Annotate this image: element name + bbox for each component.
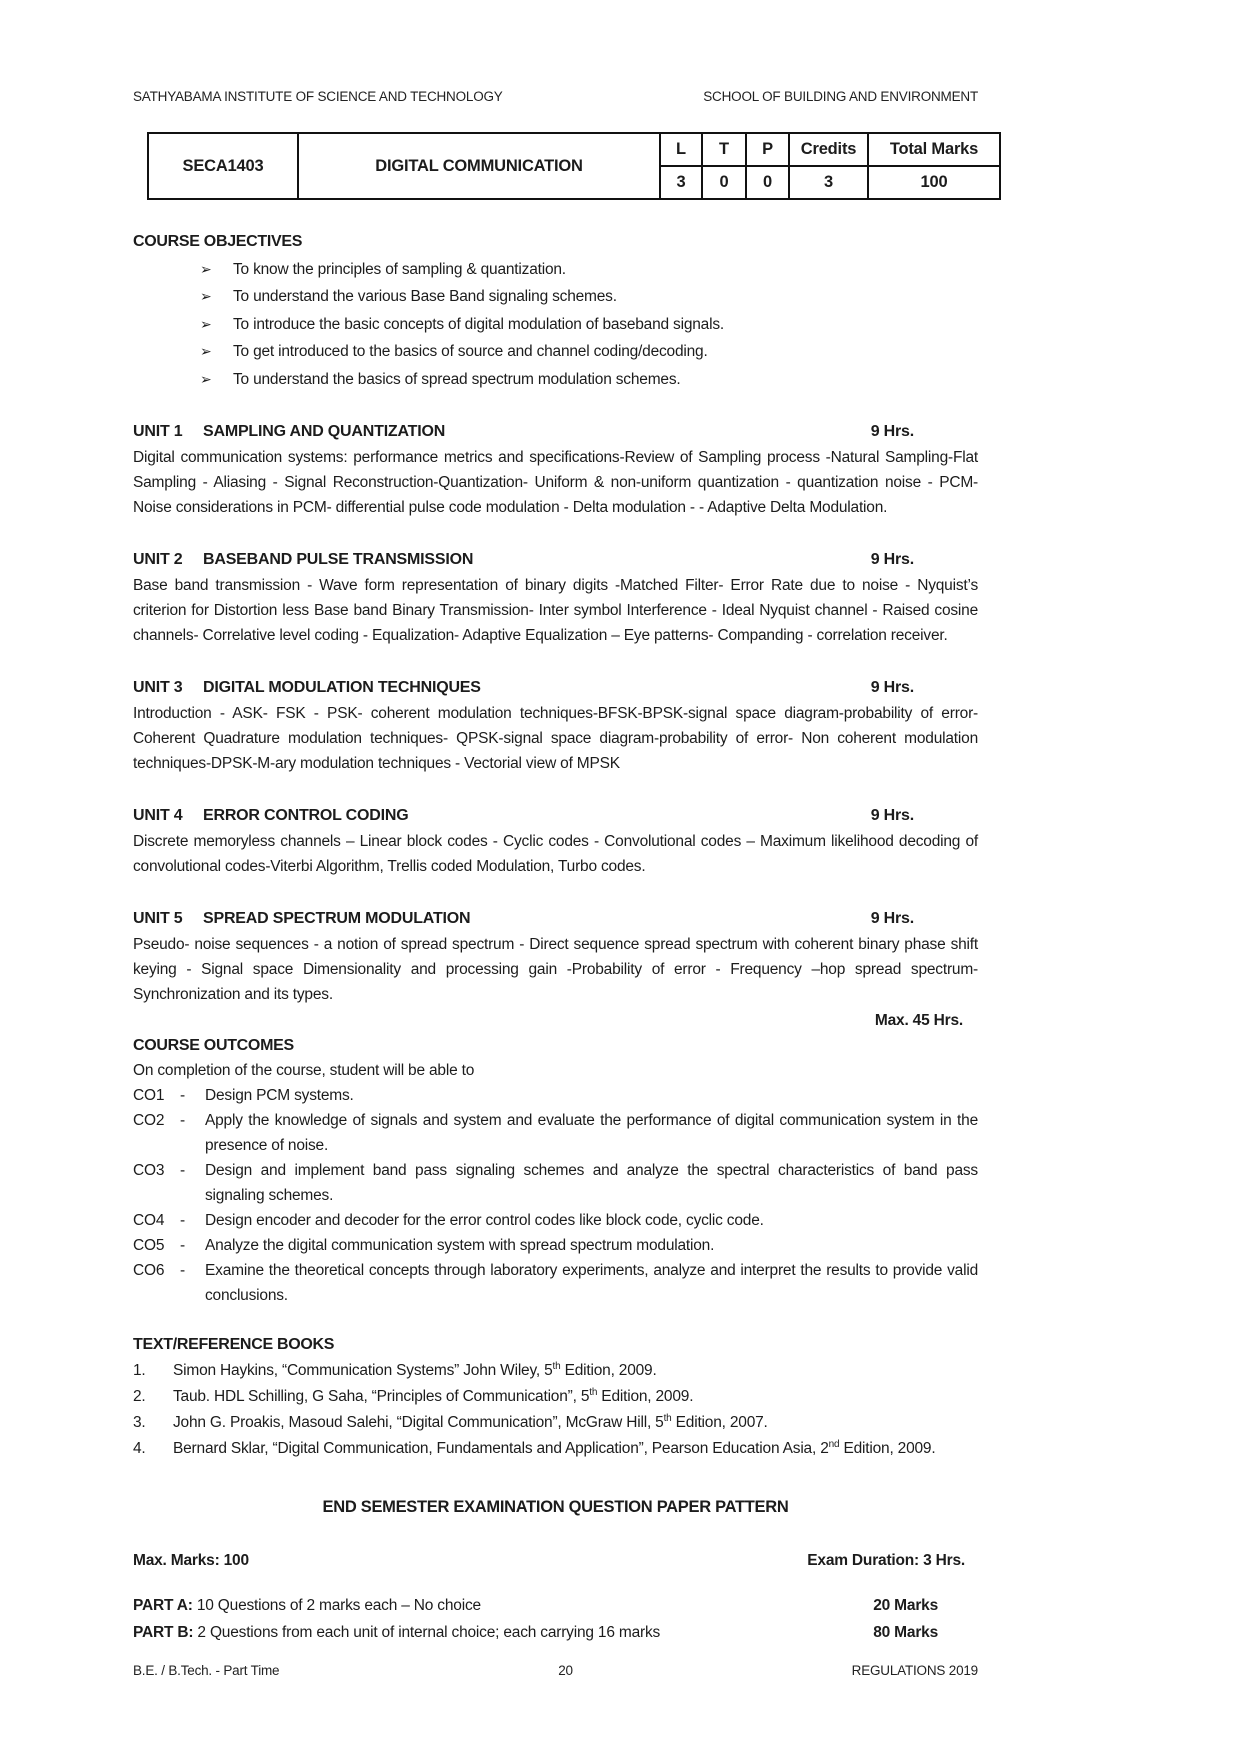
page-footer: [133, 1658, 978, 1683]
part-b-text: [133, 1620, 873, 1645]
book-text-post: Edition, 2009.: [597, 1387, 694, 1405]
outcome-code: CO6: [133, 1261, 165, 1279]
outcome-code: CO1: [133, 1086, 165, 1104]
value-t: 0: [702, 166, 746, 199]
arrow-bullet-icon: ➢: [200, 343, 212, 359]
exam-pattern-heading: END SEMESTER EXAMINATION QUESTION PAPER PATTERN: [322, 1497, 789, 1516]
objective-text: To understand the basics of spread spectrum modulation schemes.: [233, 370, 681, 388]
unit-heading: [133, 547, 978, 572]
part-a-label: PART A:: [133, 1596, 193, 1614]
outcome-dash: -: [180, 1086, 185, 1104]
unit-body: Introduction - ASK- FSK - PSK- coherent modulation techniques-BFSK-BPSK-signal space diagram-probability of error- Coherent Quadrature modulation techniques- QPSK-signal space diagram-probability of error- Non coherent modulation techniques-DPSK-M-ary modulation techniques - Vectorial view of MPSK: [133, 704, 978, 772]
book-item: [133, 1358, 978, 1383]
unit-hours: 9 Hrs.: [870, 909, 914, 927]
outcome-text: Design PCM systems.: [205, 1086, 354, 1104]
book-item: [133, 1384, 978, 1409]
outcome-code: CO3: [133, 1161, 165, 1179]
unit-hours: 9 Hrs.: [870, 550, 914, 568]
unit-title: SAMPLING AND QUANTIZATION: [203, 422, 446, 440]
unit-label: UNIT 3: [133, 678, 183, 696]
objective-item: [200, 312, 978, 337]
ordinal-superscript: nd: [828, 1438, 840, 1450]
column-header-p: P: [746, 133, 789, 166]
outcomes-intro: On completion of the course, student will be able to: [133, 1061, 475, 1079]
value-credits: 3: [789, 166, 868, 199]
part-b-desc: 2 Questions from each unit of internal choice; each carrying 16 marks: [193, 1623, 661, 1641]
course-outcomes-heading: COURSE OUTCOMES: [133, 1036, 294, 1054]
outcome-code: CO4: [133, 1211, 165, 1229]
outcome-code: CO2: [133, 1111, 165, 1129]
part-a-marks: 20 Marks: [873, 1596, 938, 1614]
table-header-row: [148, 133, 1000, 166]
objective-text: To understand the various Base Band signaling schemes.: [233, 288, 617, 305]
outcome-code: CO5: [133, 1236, 165, 1254]
unit-title: SPREAD SPECTRUM MODULATION: [203, 909, 471, 927]
column-header-total-marks: Total Marks: [868, 133, 1000, 166]
value-total-marks: 100: [868, 166, 1000, 199]
book-text: [173, 1358, 978, 1383]
arrow-bullet-icon: ➢: [200, 315, 212, 332]
outcome-item: [133, 1108, 978, 1158]
value-l: 3: [660, 166, 702, 199]
unit-heading: [133, 675, 978, 700]
book-text-post: Edition, 2007.: [671, 1413, 768, 1431]
outcome-text: Analyze the digital communication system with spread spectrum modulation.: [205, 1236, 715, 1254]
outcome-text: Design encoder and decoder for the error control codes like block code, cyclic code.: [205, 1211, 764, 1229]
unit-4-section: [133, 803, 978, 879]
book-number: 2.: [133, 1387, 146, 1405]
unit-heading: [133, 906, 978, 931]
books-heading: TEXT/REFERENCE BOOKS: [133, 1335, 335, 1353]
outcome-item: [133, 1083, 978, 1108]
course-title-cell: DIGITAL COMMUNICATION: [298, 133, 660, 199]
course-code-cell: SECA1403: [148, 133, 298, 199]
unit-5-section: [133, 906, 978, 1007]
column-header-t: T: [702, 133, 746, 166]
school-name: SCHOOL OF BUILDING AND ENVIRONMENT: [703, 89, 978, 104]
page-number: 20: [558, 1663, 573, 1678]
book-text-post: Edition, 2009.: [560, 1361, 657, 1379]
objective-item: [200, 367, 978, 392]
ordinal-superscript: th: [589, 1386, 598, 1398]
objective-item: [200, 284, 978, 309]
exam-duration-label: Exam Duration: 3 Hrs.: [807, 1551, 965, 1569]
part-a-desc: 10 Questions of 2 marks each – No choice: [192, 1596, 481, 1614]
outcome-dash: -: [180, 1211, 185, 1229]
ordinal-superscript: th: [552, 1360, 561, 1372]
book-text: [173, 1384, 978, 1409]
page-content: [133, 0, 978, 1645]
unit-1-section: [133, 419, 978, 520]
max-hours-label: Max. 45 Hrs.: [874, 1011, 963, 1029]
objective-item: [200, 339, 978, 364]
part-b-label: PART B:: [133, 1623, 194, 1641]
unit-3-section: [133, 675, 978, 776]
exam-meta-row: [133, 1548, 978, 1573]
book-text: [173, 1410, 978, 1435]
book-number: 3.: [133, 1413, 146, 1431]
unit-title: DIGITAL MODULATION TECHNIQUES: [203, 678, 481, 696]
unit-body: Pseudo- noise sequences - a notion of spread spectrum - Direct sequence spread spectrum with coherent binary phase shift keying - Signal space Dimensionality and processing gain -Probability of error - Frequency –hop spread spectrum- Synchronization and its types.: [133, 935, 978, 1003]
book-number: 1.: [133, 1361, 146, 1379]
value-p: 0: [746, 166, 789, 199]
outcome-dash: -: [180, 1161, 185, 1179]
unit-2-section: [133, 547, 978, 648]
part-b-row: [133, 1620, 978, 1645]
book-text: [173, 1436, 978, 1461]
part-a-text: [133, 1593, 873, 1618]
footer-regulations-label: REGULATIONS 2019: [851, 1663, 978, 1678]
outcome-item: [133, 1233, 978, 1258]
unit-label: UNIT 1: [133, 422, 183, 440]
max-marks-label: Max. Marks: 100: [133, 1551, 249, 1569]
outcome-item: [133, 1258, 978, 1308]
unit-title: ERROR CONTROL CODING: [203, 806, 409, 824]
unit-body: Discrete memoryless channels – Linear block codes - Cyclic codes - Convolutional codes – Maximum likelihood decoding of convolutional codes-Viterbi Algorithm, Trellis coded Modulation, Turbo codes.: [133, 832, 978, 875]
book-text-pre: Bernard Sklar, “Digital Communication, Fundamentals and Application”, Pearson Education Asia, 2: [173, 1439, 829, 1457]
unit-hours: 9 Hrs.: [870, 806, 914, 824]
objective-item: [200, 257, 978, 282]
objective-text: To get introduced to the basics of source and channel coding/decoding.: [233, 343, 708, 360]
footer-program-label: B.E. / B.Tech. - Part Time: [133, 1663, 280, 1678]
objective-text: To know the principles of sampling & quantization.: [233, 260, 566, 278]
book-item: [133, 1436, 978, 1461]
ordinal-superscript: th: [663, 1412, 672, 1424]
unit-label: UNIT 5: [133, 909, 183, 927]
institute-name: SATHYABAMA INSTITUTE OF SCIENCE AND TECHNOLOGY: [133, 89, 503, 104]
book-text-pre: Taub. HDL Schilling, G Saha, “Principles of Communication”, 5: [173, 1387, 590, 1405]
book-item: [133, 1410, 978, 1435]
book-text-pre: John G. Proakis, Masoud Salehi, “Digital Communication”, McGraw Hill, 5: [173, 1413, 664, 1431]
unit-heading: [133, 803, 978, 828]
arrow-bullet-icon: ➢: [200, 370, 212, 387]
unit-body: Digital communication systems: performance metrics and specifications-Review of Sampling process -Natural Sampling-Flat Sampling - Aliasing - Signal Reconstruction-Quantization- Uniform & non-uniform quantization - quantization noise - PCM- Noise considerations in PCM- differential pulse code modulation - Delta modulation - - Adaptive Delta Modulation.: [133, 448, 978, 516]
unit-body: Base band transmission - Wave form representation of binary digits -Matched Filter- Error Rate due to noise - Nyquist’s criterion for Distortion less Base band Binary Transmission- Inter symbol Interference - Ideal Nyquist channel - Raised cosine channels- Correlative level coding - Equalization- Adaptive Equalization – Eye patterns- Companding - correlation receiver.: [133, 576, 978, 644]
column-header-credits: Credits: [789, 133, 868, 166]
unit-title: BASEBAND PULSE TRANSMISSION: [203, 550, 474, 568]
book-text-pre: Simon Haykins, “Communication Systems” John Wiley, 5: [173, 1361, 553, 1379]
outcome-dash: -: [180, 1111, 185, 1129]
outcome-text: Examine the theoretical concepts through laboratory experiments, analyze and interpret the results to provide valid conclusions.: [205, 1261, 978, 1304]
part-b-marks: 80 Marks: [873, 1623, 938, 1641]
unit-heading: [133, 419, 978, 444]
unit-label: UNIT 4: [133, 806, 183, 824]
unit-label: UNIT 2: [133, 550, 183, 568]
part-a-row: [133, 1593, 978, 1618]
outcome-item: [133, 1208, 978, 1233]
unit-hours: 9 Hrs.: [870, 422, 914, 440]
arrow-bullet-icon: ➢: [200, 288, 212, 304]
column-header-l: L: [660, 133, 702, 166]
page-header: [133, 88, 978, 105]
outcome-dash: -: [180, 1261, 185, 1279]
arrow-bullet-icon: ➢: [200, 260, 212, 277]
book-text-post: Edition, 2009.: [839, 1439, 936, 1457]
outcome-text: Design and implement band pass signaling schemes and analyze the spectral characteristics of band pass signaling schemes.: [205, 1161, 978, 1204]
outcome-text: Apply the knowledge of signals and system and evaluate the performance of digital communication system in the presence of noise.: [205, 1111, 978, 1154]
course-info-table: [147, 132, 1001, 200]
outcome-item: [133, 1158, 978, 1208]
unit-hours: 9 Hrs.: [870, 678, 914, 696]
outcome-dash: -: [180, 1236, 185, 1254]
book-number: 4.: [133, 1439, 146, 1457]
objective-text: To introduce the basic concepts of digital modulation of baseband signals.: [233, 315, 724, 333]
course-objectives-heading: COURSE OBJECTIVES: [133, 233, 303, 250]
